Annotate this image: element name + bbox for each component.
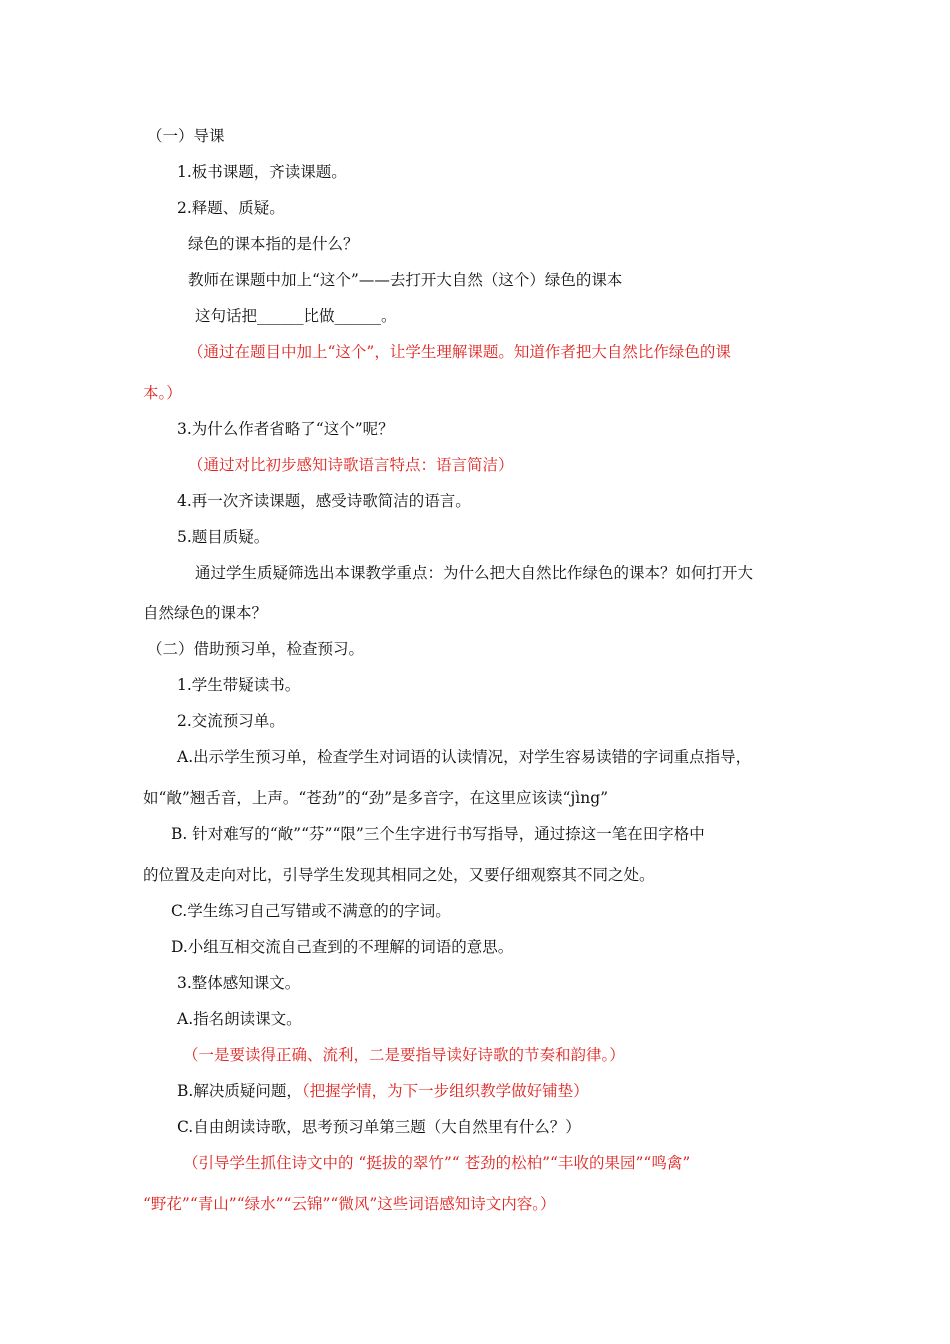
paragraph: 1.学生带疑读书。 bbox=[177, 676, 301, 694]
paragraph: 3.为什么作者省略了“这个”呢？ bbox=[177, 420, 394, 438]
teaching-note: （引导学生抓住诗文中的 “挺拔的翠竹”“ 苍劲的松柏”“丰收的果园”“鸣禽” bbox=[183, 1154, 691, 1172]
teaching-note: （通过在题目中加上“这个”，让学生理解课题。知道作者把大自然比作绿色的课 bbox=[188, 343, 731, 361]
paragraph: 绿色的课本指的是什么？ bbox=[188, 235, 359, 253]
paragraph bbox=[177, 1081, 589, 1101]
section-heading-1: （一）导课 bbox=[147, 127, 225, 145]
fill-in-blank-line: 这句话把______比做______。 bbox=[195, 307, 397, 325]
paragraph: 5.题目质疑。 bbox=[177, 528, 270, 546]
teaching-note: 本。） bbox=[143, 384, 182, 402]
paragraph: B. 针对难写的“敞”“芬”“限”三个生字进行书写指导，通过捺这一笔在田字格中 bbox=[171, 825, 705, 843]
paragraph: 如“敞”翘舌音，上声。“苍劲”的“劲”是多音字，在这里应该读“jìng” bbox=[143, 789, 609, 807]
paragraph: 教师在课题中加上“这个”——去打开大自然（这个）绿色的课本 bbox=[188, 271, 623, 289]
paragraph: 3.整体感知课文。 bbox=[177, 974, 301, 992]
teaching-note: “野花”“青山”“绿水”“云锦”“微风”这些词语感知诗文内容。） bbox=[143, 1195, 556, 1213]
paragraph: 2.释题、质疑。 bbox=[177, 199, 285, 217]
paragraph: 自然绿色的课本？ bbox=[143, 604, 268, 622]
paragraph: 4.再一次齐读课题，感受诗歌简洁的语言。 bbox=[177, 492, 471, 510]
paragraph-text: B.解决质疑问题， bbox=[177, 1082, 302, 1100]
paragraph: C.学生练习自己写错或不满意的的字词。 bbox=[171, 902, 451, 920]
teaching-note: （一是要读得正确、流利，二是要指导读好诗歌的节奏和韵律。） bbox=[183, 1046, 625, 1064]
paragraph: A.出示学生预习单，检查学生对词语的认读情况，对学生容易读错的字词重点指导， bbox=[177, 748, 752, 766]
teaching-note: （通过对比初步感知诗歌语言特点：语言简洁） bbox=[188, 456, 514, 474]
paragraph: 2.交流预习单。 bbox=[177, 712, 285, 730]
section-heading-2: （二）借助预习单，检查预习。 bbox=[147, 640, 365, 658]
paragraph: D.小组互相交流自己查到的不理解的词语的意思。 bbox=[171, 938, 514, 956]
teaching-note: （把握学情，为下一步组织教学做好铺垫） bbox=[301, 1082, 589, 1100]
paragraph: A.指名朗读课文。 bbox=[177, 1010, 302, 1028]
paragraph: C.自由朗读诗歌，思考预习单第三题（大自然里有什么？） bbox=[177, 1118, 581, 1136]
paragraph: 的位置及走向对比，引导学生发现其相同之处，又要仔细观察其不同之处。 bbox=[143, 866, 655, 884]
paragraph: 通过学生质疑筛选出本课教学重点：为什么把大自然比作绿色的课本？如何打开大 bbox=[195, 564, 754, 582]
paragraph: 1.板书课题，齐读课题。 bbox=[177, 163, 347, 181]
